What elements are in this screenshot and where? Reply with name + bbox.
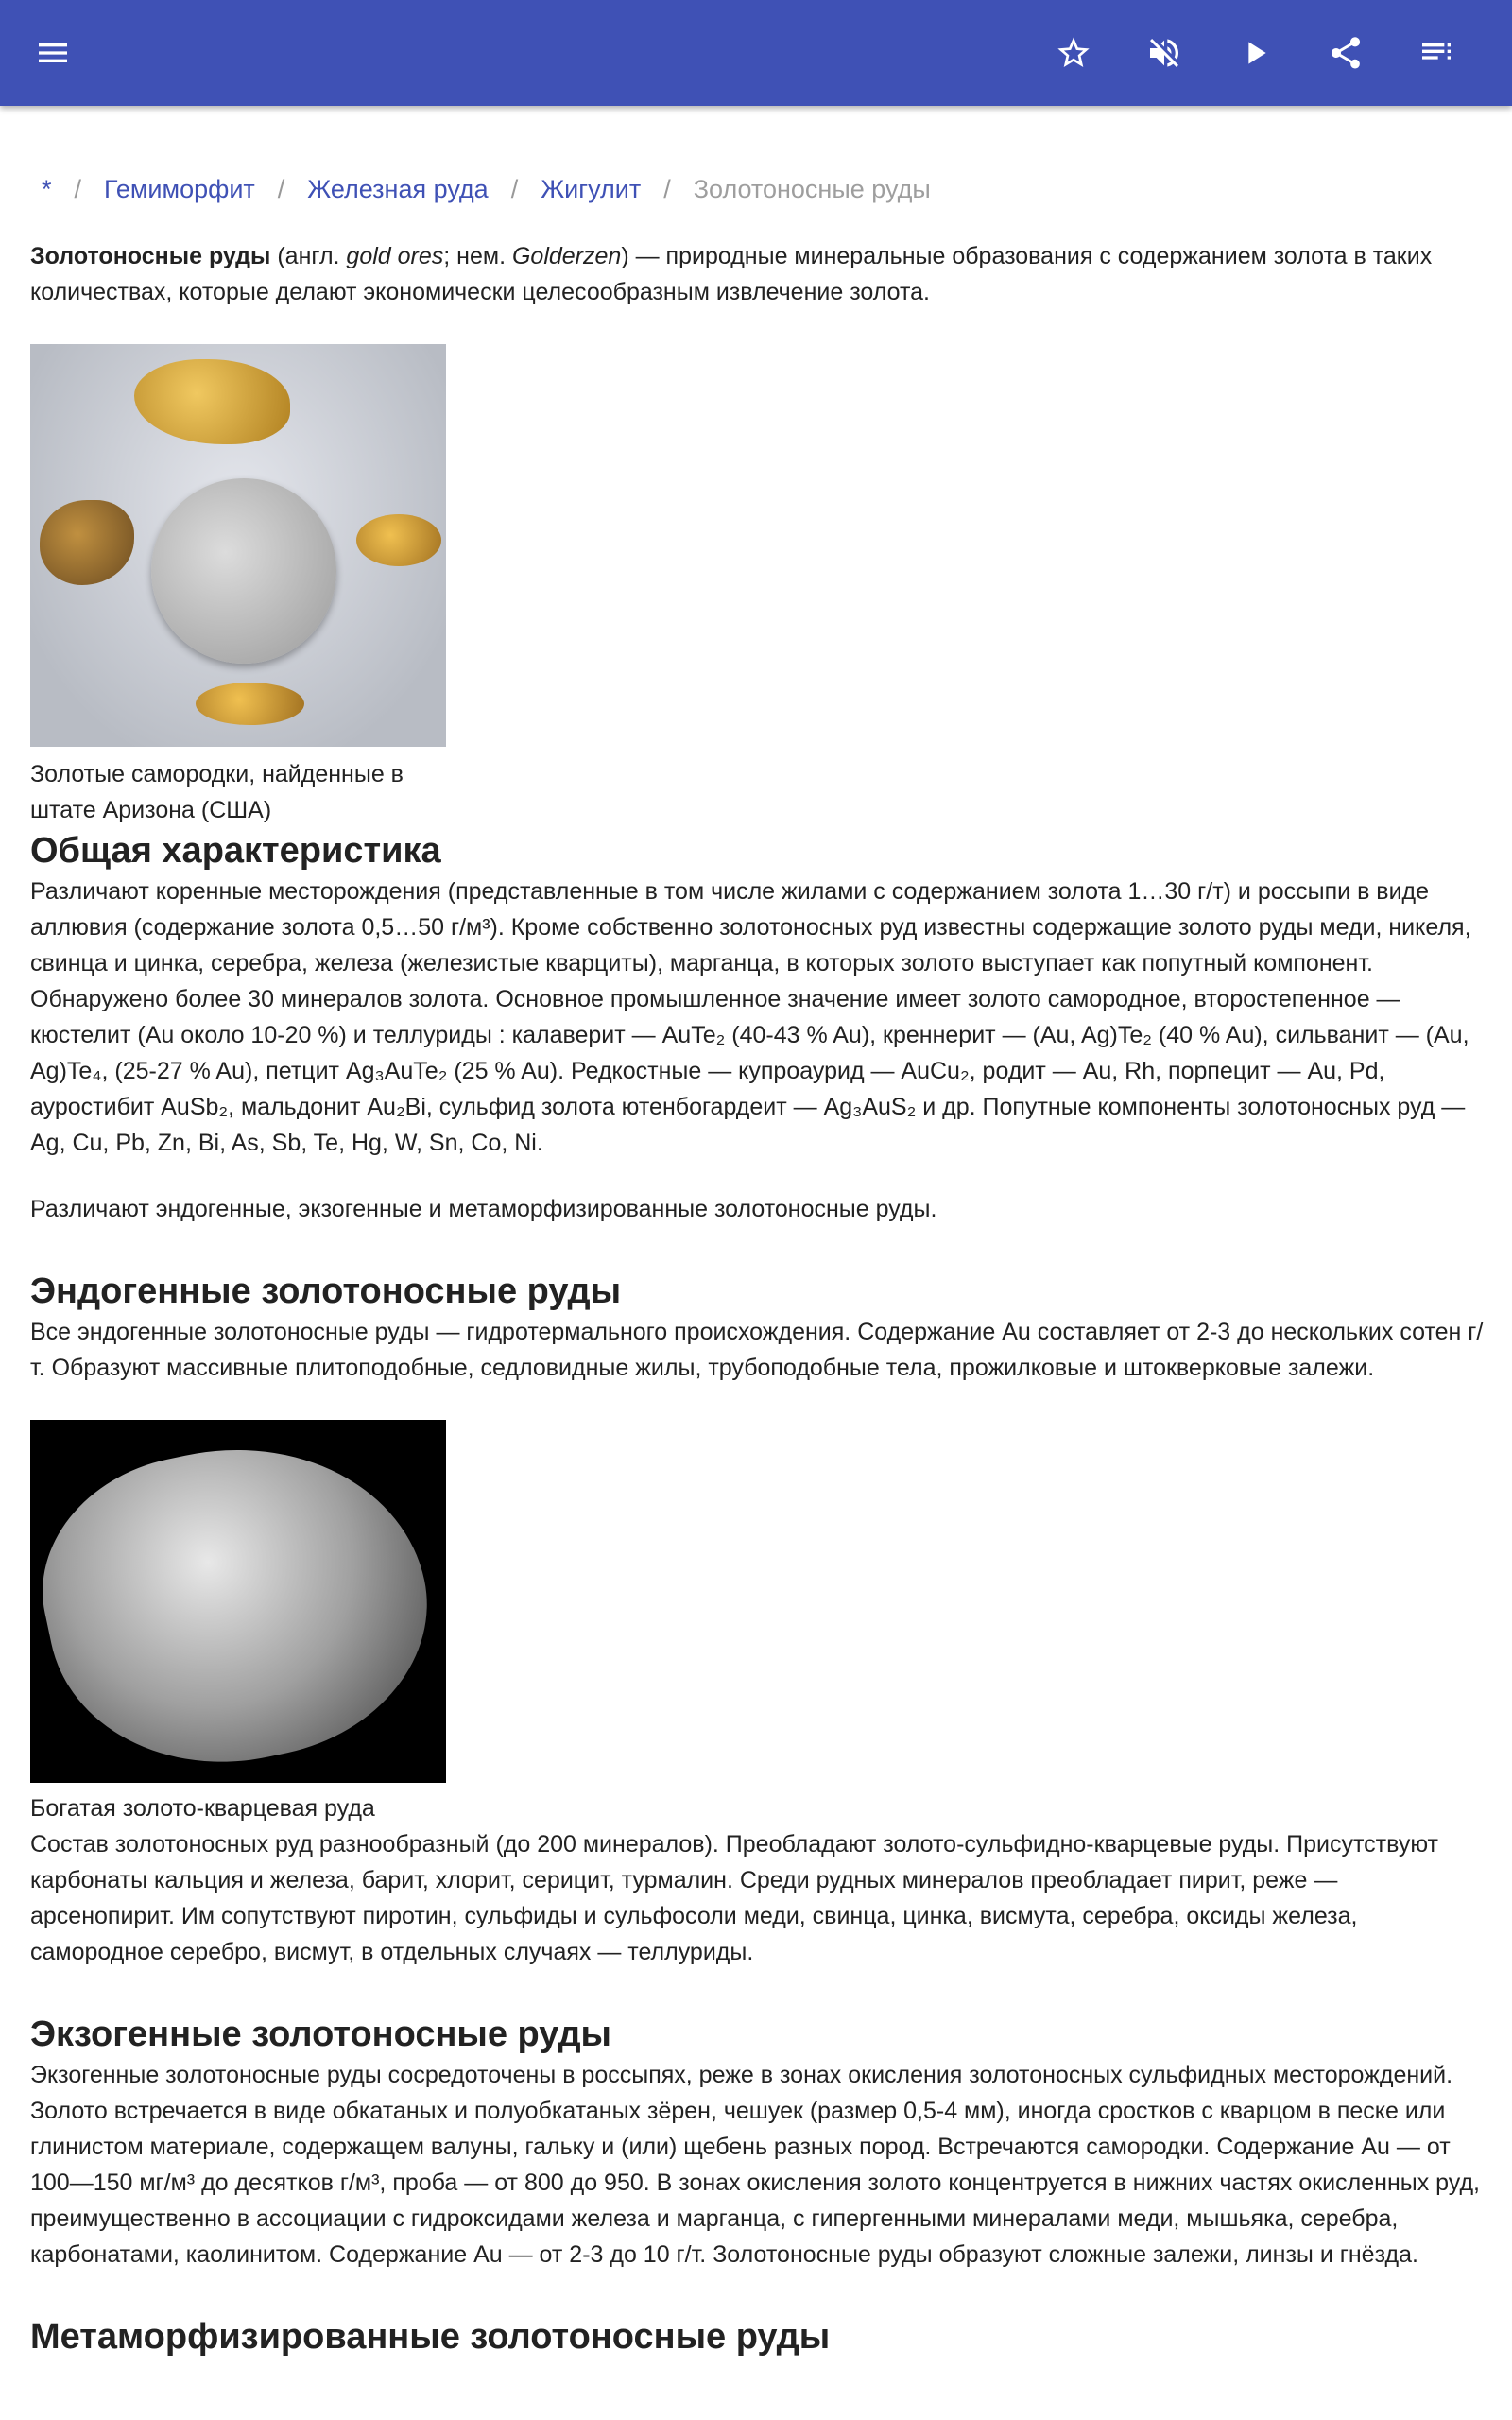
playlist-icon[interactable] [1414,30,1459,76]
breadcrumb-separator: / [277,175,285,203]
breadcrumb-link[interactable]: Железная руда [307,175,489,203]
breadcrumb-link[interactable]: Жигулит [541,175,642,203]
menu-icon[interactable] [30,30,76,76]
section-heading: Общая характеристика [30,831,441,871]
intro-paragraph [30,238,1486,310]
breadcrumb-link[interactable]: Гемиморфит [104,175,255,203]
breadcrumb-separator: / [74,175,82,203]
section-heading: Эндогенные золотоносные руды [30,1271,622,1311]
breadcrumb-separator: / [510,175,519,203]
section-heading: Экзогенные золотоносные руды [30,2014,612,2054]
paragraph: Все эндогенные золотоносные руды — гидротермального происхождения. Содержание Au составляет от 2-3 до нескольких сотен г/т. Образуют массивные плитоподобные, седловидные жилы, трубоподобные тела, прожилковые и штокверковые залежи. [30,1319,1484,1381]
figure-caption: Золотые самородки, найденные в штате Аризона (США) [30,761,404,823]
intro-text: ; нем. [443,243,512,269]
figure-caption: Богатая золото-кварцевая руда [30,1795,375,1822]
star-outline-icon[interactable] [1051,30,1096,76]
play-icon[interactable] [1232,30,1278,76]
breadcrumb-separator: / [663,175,671,203]
share-icon[interactable] [1323,30,1368,76]
gold-nuggets-image[interactable] [30,344,446,747]
figure-gold-nuggets [30,344,446,828]
intro-english: gold ores [346,243,444,269]
breadcrumb [30,161,1486,217]
article [30,161,1486,2360]
breadcrumb-current: Золотоносные руды [693,175,931,203]
intro-text: ) — природные минеральные образования с содержанием золота в таких количествах, которые делают экономически целесообразным извлечение золота. [30,243,1433,305]
paragraph: Различают коренные месторождения (представленные в том числе жилами с содержанием золота 1…30 г/т) и россыпи в виде аллювия (содержание золота 0,5…50 г/м³). Кроме собственно золотоносных руд известны содержащие золото руды меди, никеля, свинца и цинка, серебра, железа (железистые кварциты), марганца, в которых золото выступает как попутный компонент. Обнаружено более 30 минералов золота. Основное промышленное значение имеет золото самородное, второстепенное — кюстелит (Au около 10-20 %) и теллуриды : калаверит — AuTe₂ (40-43 % Au), креннерит — (Au, Ag)Te₂ (40 % Au), сильванит — (Au, Ag)Te₄, (25-27 % Au), петцит Ag₃AuTe₂ (25 % Au). Редкостные — купроаурид — AuCu₂, родит — Au, Rh, порпецит — Au, Pd, ауростибит AuSb₂, мальдонит Au₂Bi, сульфид золота ютенбогардеит — Ag₃AuS₂ и др. Попутные компоненты золотоносных руд — Ag, Cu, Pb, Zn, Bi, As, Sb, Te, Hg, W, Sn, Co, Ni. [30,878,1471,1156]
figure-gold-quartz-ore [30,1420,446,1826]
paragraph: Различают эндогенные, экзогенные и метаморфизированные золотоносные руды. [30,1196,937,1222]
intro-german: Golderzen [511,243,622,269]
intro-text: (англ. [270,243,347,269]
breadcrumb-home[interactable]: * [42,175,52,203]
paragraph: Экзогенные золотоносные руды сосредоточены в россыпях, реже в зонах окисления золотоносных сульфидных месторождений. Золото встречается в виде обкатаных и полуобкатаных зёрен, чешуек (размер 0,5-4 мм), иногда сростков с кварцом в песке или глинистом материале, содержащем валуны, гальку и (или) щебень разных пород. Встречаются самородки. Содержание Au — от 100—150 мг/м³ до десятков г/м³, проба — от 800 до 950. В зонах окисления золото концентруется в нижних частях окисленных руд, преимущественно в ассоциации с гидроксидами железа и марганца, с гипергенными минералами меди, мышьяка, серебра, карбонатами, каолинитом. Содержание Au — от 2-3 до 10 г/т. Золотоносные руды образуют сложные залежи, линзы и гнёзда. [30,2062,1480,2268]
intro-term: Золотоносные руды [30,243,271,269]
app-bar [0,0,1512,106]
volume-off-icon[interactable] [1142,30,1187,76]
section-heading: Метаморфизированные золотоносные руды [30,2317,831,2357]
gold-quartz-ore-image[interactable] [30,1420,446,1783]
paragraph: Состав золотоносных руд разнообразный (до 200 минералов). Преобладают золото-сульфидно-кварцевые руды. Присутствуют карбонаты кальция и железа, барит, хлорит, серицит, турмалин. Среди рудных минералов преобладает пирит, реже — арсенопирит. Им сопутствуют пиротин, сульфиды и сульфосоли меди, свинца, цинка, висмута, серебра, оксиды железа, самородное серебро, висмут, в отдельных случаях — теллуриды. [30,1831,1439,1965]
